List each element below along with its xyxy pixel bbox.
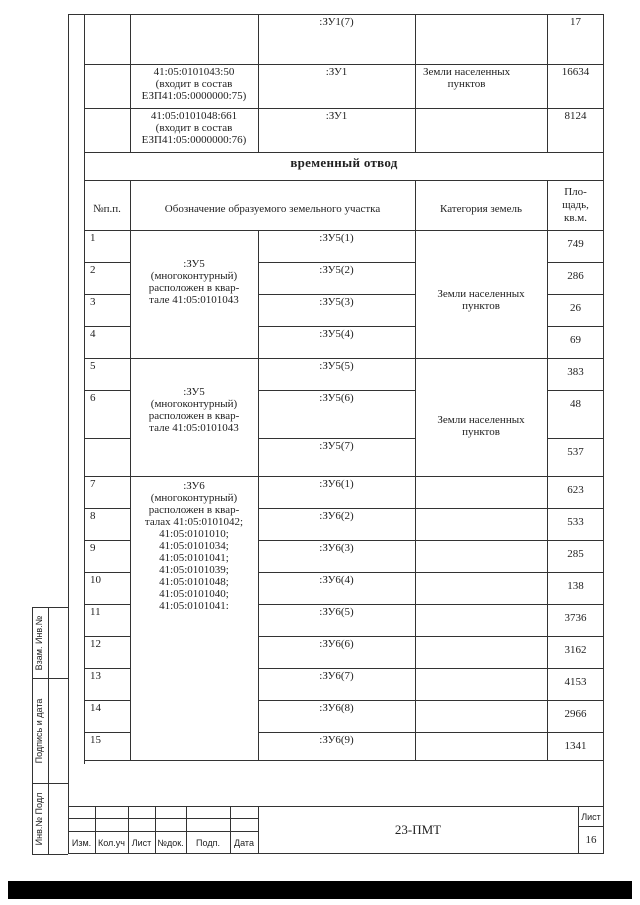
top-row-plot: 41:05:0101043:50 (входит в состав ЕЗП41:05:0000000:75)	[141, 66, 247, 102]
row-area: 69	[570, 334, 581, 346]
top-row-plot: 41:05:0101048:661 (входит в состав ЕЗП41:05:0000000:76)	[141, 110, 247, 146]
row-zu: :ЗУ5(6)	[319, 392, 354, 404]
row-zu: :ЗУ6(2)	[319, 510, 354, 522]
top-row-area: 17	[570, 16, 581, 28]
stamp-inv-label: Взам. Инв.№	[34, 615, 44, 671]
row-area: 383	[567, 366, 584, 378]
scan-bottom-bar	[8, 881, 632, 899]
tb-izm: Изм.	[71, 838, 92, 848]
tb-list: Лист	[131, 838, 152, 848]
row-zu: :ЗУ5(1)	[319, 232, 354, 244]
row-number: 8	[90, 510, 96, 522]
row-zu: :ЗУ6(5)	[319, 606, 354, 618]
row-area: 286	[567, 270, 584, 282]
row-number: 14	[90, 702, 101, 714]
row-area: 138	[567, 580, 584, 592]
row-area: 533	[567, 516, 584, 528]
row-zu: :ЗУ6(6)	[319, 638, 354, 650]
row-number: 9	[90, 542, 96, 554]
row-zu: :ЗУ6(7)	[319, 670, 354, 682]
row-number: 2	[90, 264, 96, 276]
header-num: №п.п.	[93, 203, 121, 215]
tb-kol: Кол.уч	[98, 838, 125, 848]
top-row-category: Земли населенных пунктов	[423, 66, 511, 90]
top-row-zu: :ЗУ1(7)	[319, 16, 354, 28]
row-zu: :ЗУ6(9)	[319, 734, 354, 746]
row-area: 537	[567, 446, 584, 458]
row-number	[90, 438, 130, 454]
group-plot-name: :ЗУ5 (многоконтурный) расположен в квар- тале 41:05:0101043	[148, 258, 240, 306]
row-area: 3736	[564, 612, 587, 624]
group-category: Земли населенных пунктов	[437, 288, 525, 312]
header-category: Категория земель	[440, 203, 522, 215]
row-zu: :ЗУ6(8)	[319, 702, 354, 714]
row-zu: :ЗУ5(2)	[319, 264, 354, 276]
row-zu: :ЗУ5(3)	[319, 296, 354, 308]
section-title: временный отвод	[290, 155, 398, 170]
row-area: 4153	[564, 676, 587, 688]
group-plot-name: :ЗУ5 (многоконтурный) расположен в квар- тале 41:05:0101043	[148, 386, 240, 434]
row-zu: :ЗУ6(4)	[319, 574, 354, 586]
top-row-area: 8124	[564, 110, 587, 122]
top-row-zu: :ЗУ1	[325, 66, 348, 78]
row-zu: :ЗУ5(4)	[319, 328, 354, 340]
row-area: 3162	[564, 644, 587, 656]
row-number: 10	[90, 574, 101, 586]
row-number: 6	[90, 392, 96, 404]
row-area: 623	[567, 484, 584, 496]
sheet-number: 16	[585, 834, 597, 846]
row-zu: :ЗУ6(1)	[319, 478, 354, 490]
tb-ndok: №док.	[157, 838, 184, 848]
row-area: 48	[570, 398, 581, 410]
header-area: Пло- щадь, кв.м.	[562, 186, 589, 224]
top-row-category	[419, 110, 551, 154]
row-number: 13	[90, 670, 101, 682]
row-area: 1341	[564, 740, 587, 752]
row-number: 1	[90, 232, 96, 244]
top-row-category	[419, 16, 551, 66]
row-number: 11	[90, 606, 101, 618]
tb-data: Дата	[234, 838, 254, 848]
top-row-area: 16634	[561, 66, 590, 78]
row-area: 285	[567, 548, 584, 560]
group-category: Земли населенных пунктов	[437, 414, 525, 438]
stamp-sign-label: Подпись и дата	[34, 698, 44, 764]
row-area: 749	[567, 238, 584, 250]
top-row-plot	[130, 16, 258, 66]
row-number: 15	[90, 734, 101, 746]
tb-podp: Подп.	[196, 838, 220, 848]
row-area: 2966	[564, 708, 587, 720]
row-zu: :ЗУ5(5)	[319, 360, 354, 372]
tb-sheet-label: Лист	[581, 812, 601, 822]
row-number: 7	[90, 478, 96, 490]
row-zu: :ЗУ6(3)	[319, 542, 354, 554]
header-name: Обозначение образуемого земельного участка	[164, 203, 381, 215]
group-plot-name: :ЗУ6 (многоконтурный) расположен в квар- талах 41:05:0101042; 41:05:0101010; 41:05:0101034; 41:05:0101041; 41:05:0101039; 41:05:0101048; 41:05:0101040; 41:05:0101041:	[144, 480, 244, 612]
row-number: 5	[90, 360, 96, 372]
row-zu: :ЗУ5(7)	[319, 440, 354, 452]
row-number: 3	[90, 296, 96, 308]
row-area: 26	[570, 302, 581, 314]
row-number: 12	[90, 638, 101, 650]
row-number: 4	[90, 328, 96, 340]
document-code: 23-ПМТ	[394, 822, 442, 837]
stamp-inv-orig-label: Инв.№ Подл	[34, 792, 44, 846]
top-row-zu: :ЗУ1	[325, 110, 348, 122]
